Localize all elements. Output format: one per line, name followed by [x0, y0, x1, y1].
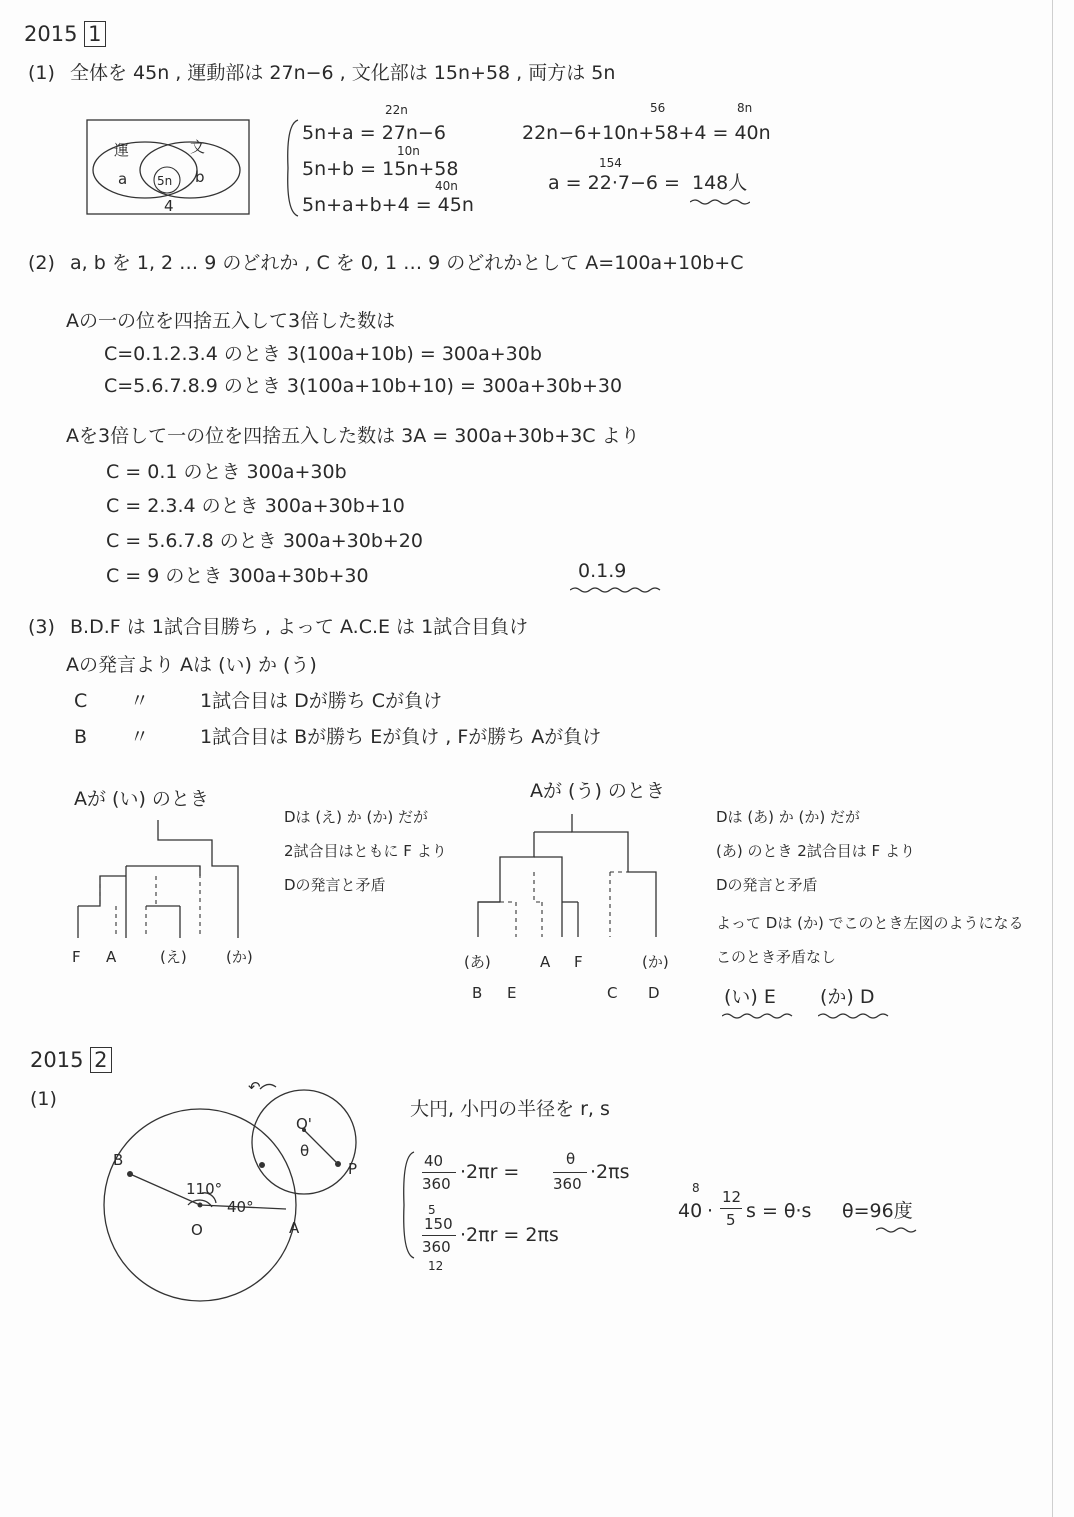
bracket-left-slot-3: (え) — [160, 948, 187, 966]
q2-1-label: (1) — [30, 1088, 57, 1110]
q2-equation-brace — [398, 1150, 418, 1260]
e3-fraction-numerator: 12 — [722, 1188, 742, 1206]
bracket-right-slot-1: (あ) — [464, 953, 491, 971]
q1-3-reason-2: 1試合目は Dが勝ち Cが負け — [200, 690, 443, 712]
e1-middle: ·2πr = — [460, 1161, 520, 1183]
q1-2-heading-1: Aの一の位を四捨五入して3倍した数は — [66, 310, 396, 332]
answer-1-1: 148人 — [692, 172, 748, 194]
e3-a: 40 — [678, 1200, 703, 1222]
e3-dot: · — [707, 1200, 714, 1222]
bracket-right-slot-3: F — [574, 953, 583, 971]
q1-2-sub-4: C = 9 のとき 300a+30b+30 — [106, 565, 369, 587]
q1-3-reason-3: 1試合目は Bが勝ち Eが負け , Fが勝ち Aが負け — [200, 726, 602, 748]
q1-3-reason-3-ditto: 〃 — [130, 726, 150, 748]
bracket-right-team-1: B — [472, 984, 483, 1002]
answer-line: a = 22·7−6 = — [548, 172, 680, 194]
bracket-right — [470, 812, 670, 947]
q2-1-setup: 大円, 小円の半径を r, s — [410, 1098, 610, 1120]
e1-lhs-numerator: 40 — [424, 1152, 444, 1170]
q1-2-label: (2) — [28, 252, 55, 274]
venn-outside: 4 — [164, 197, 174, 215]
answer-1-2: 0.1.9 — [578, 560, 627, 582]
case-left-note-3: Dの発言と矛盾 — [284, 876, 386, 894]
angle-theta-label: θ — [300, 1142, 310, 1160]
eq3-note: 40n — [435, 179, 458, 193]
e3-a-note: 8 — [692, 1181, 700, 1195]
q1-3-intro: B.D.F は 1試合目勝ち , よって A.C.E は 1試合目負け — [70, 616, 529, 638]
e2-rest: ·2πr = 2πs — [460, 1224, 559, 1246]
e3-rest: s = θ·s — [746, 1200, 812, 1222]
answer-2-1: θ=96度 — [842, 1200, 913, 1222]
point-b-label: B — [113, 1151, 124, 1169]
answer-1-3-a-underline — [722, 1012, 794, 1020]
case-left-note-2: 2試合目はともに F より — [284, 842, 447, 860]
q1-3-reason-3-who: B — [74, 726, 88, 748]
point-o-prime-label: O' — [296, 1115, 312, 1133]
eq1: 5n+a = 27n−6 — [302, 122, 446, 144]
eq2-note: 10n — [397, 144, 420, 158]
q1-3-label: (3) — [28, 616, 55, 638]
venn-undo-label: 運 — [114, 141, 130, 159]
e1-rhs-numerator: θ — [566, 1150, 576, 1168]
e1-lhs-denominator: 360 — [422, 1175, 451, 1193]
q1-3-reason-2-ditto: 〃 — [130, 690, 150, 712]
rotation-arrow-icon: ↶ — [248, 1078, 261, 1096]
sum-note-2: 8n — [737, 101, 753, 115]
bracket-right-team-2: E — [507, 984, 517, 1002]
e1-rhs-denominator: 360 — [553, 1175, 582, 1193]
angle-110-label: 110° — [186, 1180, 223, 1198]
answer-1-2-underline — [570, 586, 662, 594]
q1-1-label: (1) — [28, 62, 55, 84]
eq3: 5n+a+b+4 = 45n — [302, 194, 474, 216]
case-right-title: Aが (う) のとき — [530, 780, 665, 802]
answer-1-3-b-underline — [818, 1012, 890, 1020]
venn-both: 5n — [157, 174, 173, 188]
e2-denominator: 360 — [422, 1238, 451, 1256]
answer-1-3-a: (い) E — [724, 986, 776, 1008]
case-right-note-4: よって Dは (か) でこのとき左図のようになる — [716, 914, 1024, 932]
e2-numerator: 150 — [424, 1215, 453, 1233]
q1-2-sub-3: C = 5.6.7.8 のとき 300a+30b+20 — [106, 530, 423, 552]
venn-bunka-label: 文 — [190, 138, 206, 156]
bracket-right-slot-2: A — [540, 953, 551, 971]
sum-note-1: 56 — [650, 101, 666, 115]
bracket-left-slot-4: (か) — [226, 948, 253, 966]
bracket-right-slot-4: (か) — [642, 953, 669, 971]
e2-bottom-note: 12 — [428, 1259, 444, 1273]
answer-1-3-b: (か) D — [820, 986, 875, 1008]
venn-a: a — [118, 170, 128, 188]
q1-3-reason-2-who: C — [74, 690, 88, 712]
case-right-note-3: Dの発言と矛盾 — [716, 876, 818, 894]
q1-2-intro: a, b を 1, 2 … 9 のどれか , C を 0, 1 … 9 のどれかとして A=100a+10b+C — [70, 252, 744, 274]
page-edge — [1052, 0, 1053, 1517]
venn-b: b — [195, 168, 205, 186]
case-right-note-5: このとき矛盾なし — [716, 948, 837, 966]
bracket-left-slot-2: A — [106, 948, 117, 966]
e1-lhs-fraction-bar — [422, 1172, 456, 1173]
problem-2-header: 2015 2 — [30, 1050, 112, 1071]
bracket-left — [70, 818, 250, 948]
eq2: 5n+b = 15n+58 — [302, 158, 459, 180]
q1-1-statement: 全体を 45n , 運動部は 27n−6 , 文化部は 15n+58 , 両方は 5n — [70, 62, 616, 84]
q1-2-sub-1: C = 0.1 のとき 300a+30b — [106, 461, 347, 483]
e1-rhs: ·2πs — [590, 1161, 630, 1183]
q1-3-reason-1: Aの発言より Aは (い) か (う) — [66, 654, 317, 676]
answer-2-1-underline — [876, 1226, 920, 1234]
bracket-right-team-3: C — [607, 984, 618, 1002]
point-p-label: P — [348, 1160, 358, 1178]
case-right-note-2: (あ) のとき 2試合目は F より — [716, 842, 915, 860]
e3-fraction-bar — [720, 1208, 742, 1209]
circles-figure — [100, 1075, 370, 1310]
q1-2-sub-2: C = 2.3.4 のとき 300a+30b+10 — [106, 495, 405, 517]
q1-2-case-2: C=5.6.7.8.9 のとき 3(100a+10b+10) = 300a+30b+30 — [104, 375, 623, 397]
point-o-label: O — [191, 1221, 203, 1239]
bracket-right-team-4: D — [648, 984, 660, 1002]
e2-fraction-bar — [422, 1235, 456, 1236]
equation-brace — [282, 118, 302, 218]
problem-1-header: 2015 1 — [24, 24, 106, 45]
case-right-note-1: Dは (あ) か (か) だが — [716, 808, 861, 826]
point-a-label: A — [289, 1219, 300, 1237]
case-left-note-1: Dは (え) か (か) だが — [284, 808, 429, 826]
q1-2-heading-2: Aを3倍して一の位を四捨五入した数は 3A = 300a+30b+3C より — [66, 425, 640, 447]
angle-40-label: 40° — [227, 1198, 254, 1216]
eq1-note: 22n — [385, 103, 408, 117]
bracket-left-slot-1: F — [72, 948, 81, 966]
q1-2-case-1: C=0.1.2.3.4 のとき 3(100a+10b) = 300a+30b — [104, 343, 542, 365]
answer-1-1-underline — [690, 198, 750, 206]
answer-note: 154 — [599, 156, 622, 170]
sum-equation: 22n−6+10n+58+4 = 40n — [522, 122, 771, 144]
case-left-title: Aが (い) のとき — [74, 788, 209, 810]
e2-top-note: 5 — [428, 1203, 436, 1217]
e3-fraction-denominator: 5 — [726, 1211, 736, 1229]
e1-rhs-fraction-bar — [553, 1172, 587, 1173]
